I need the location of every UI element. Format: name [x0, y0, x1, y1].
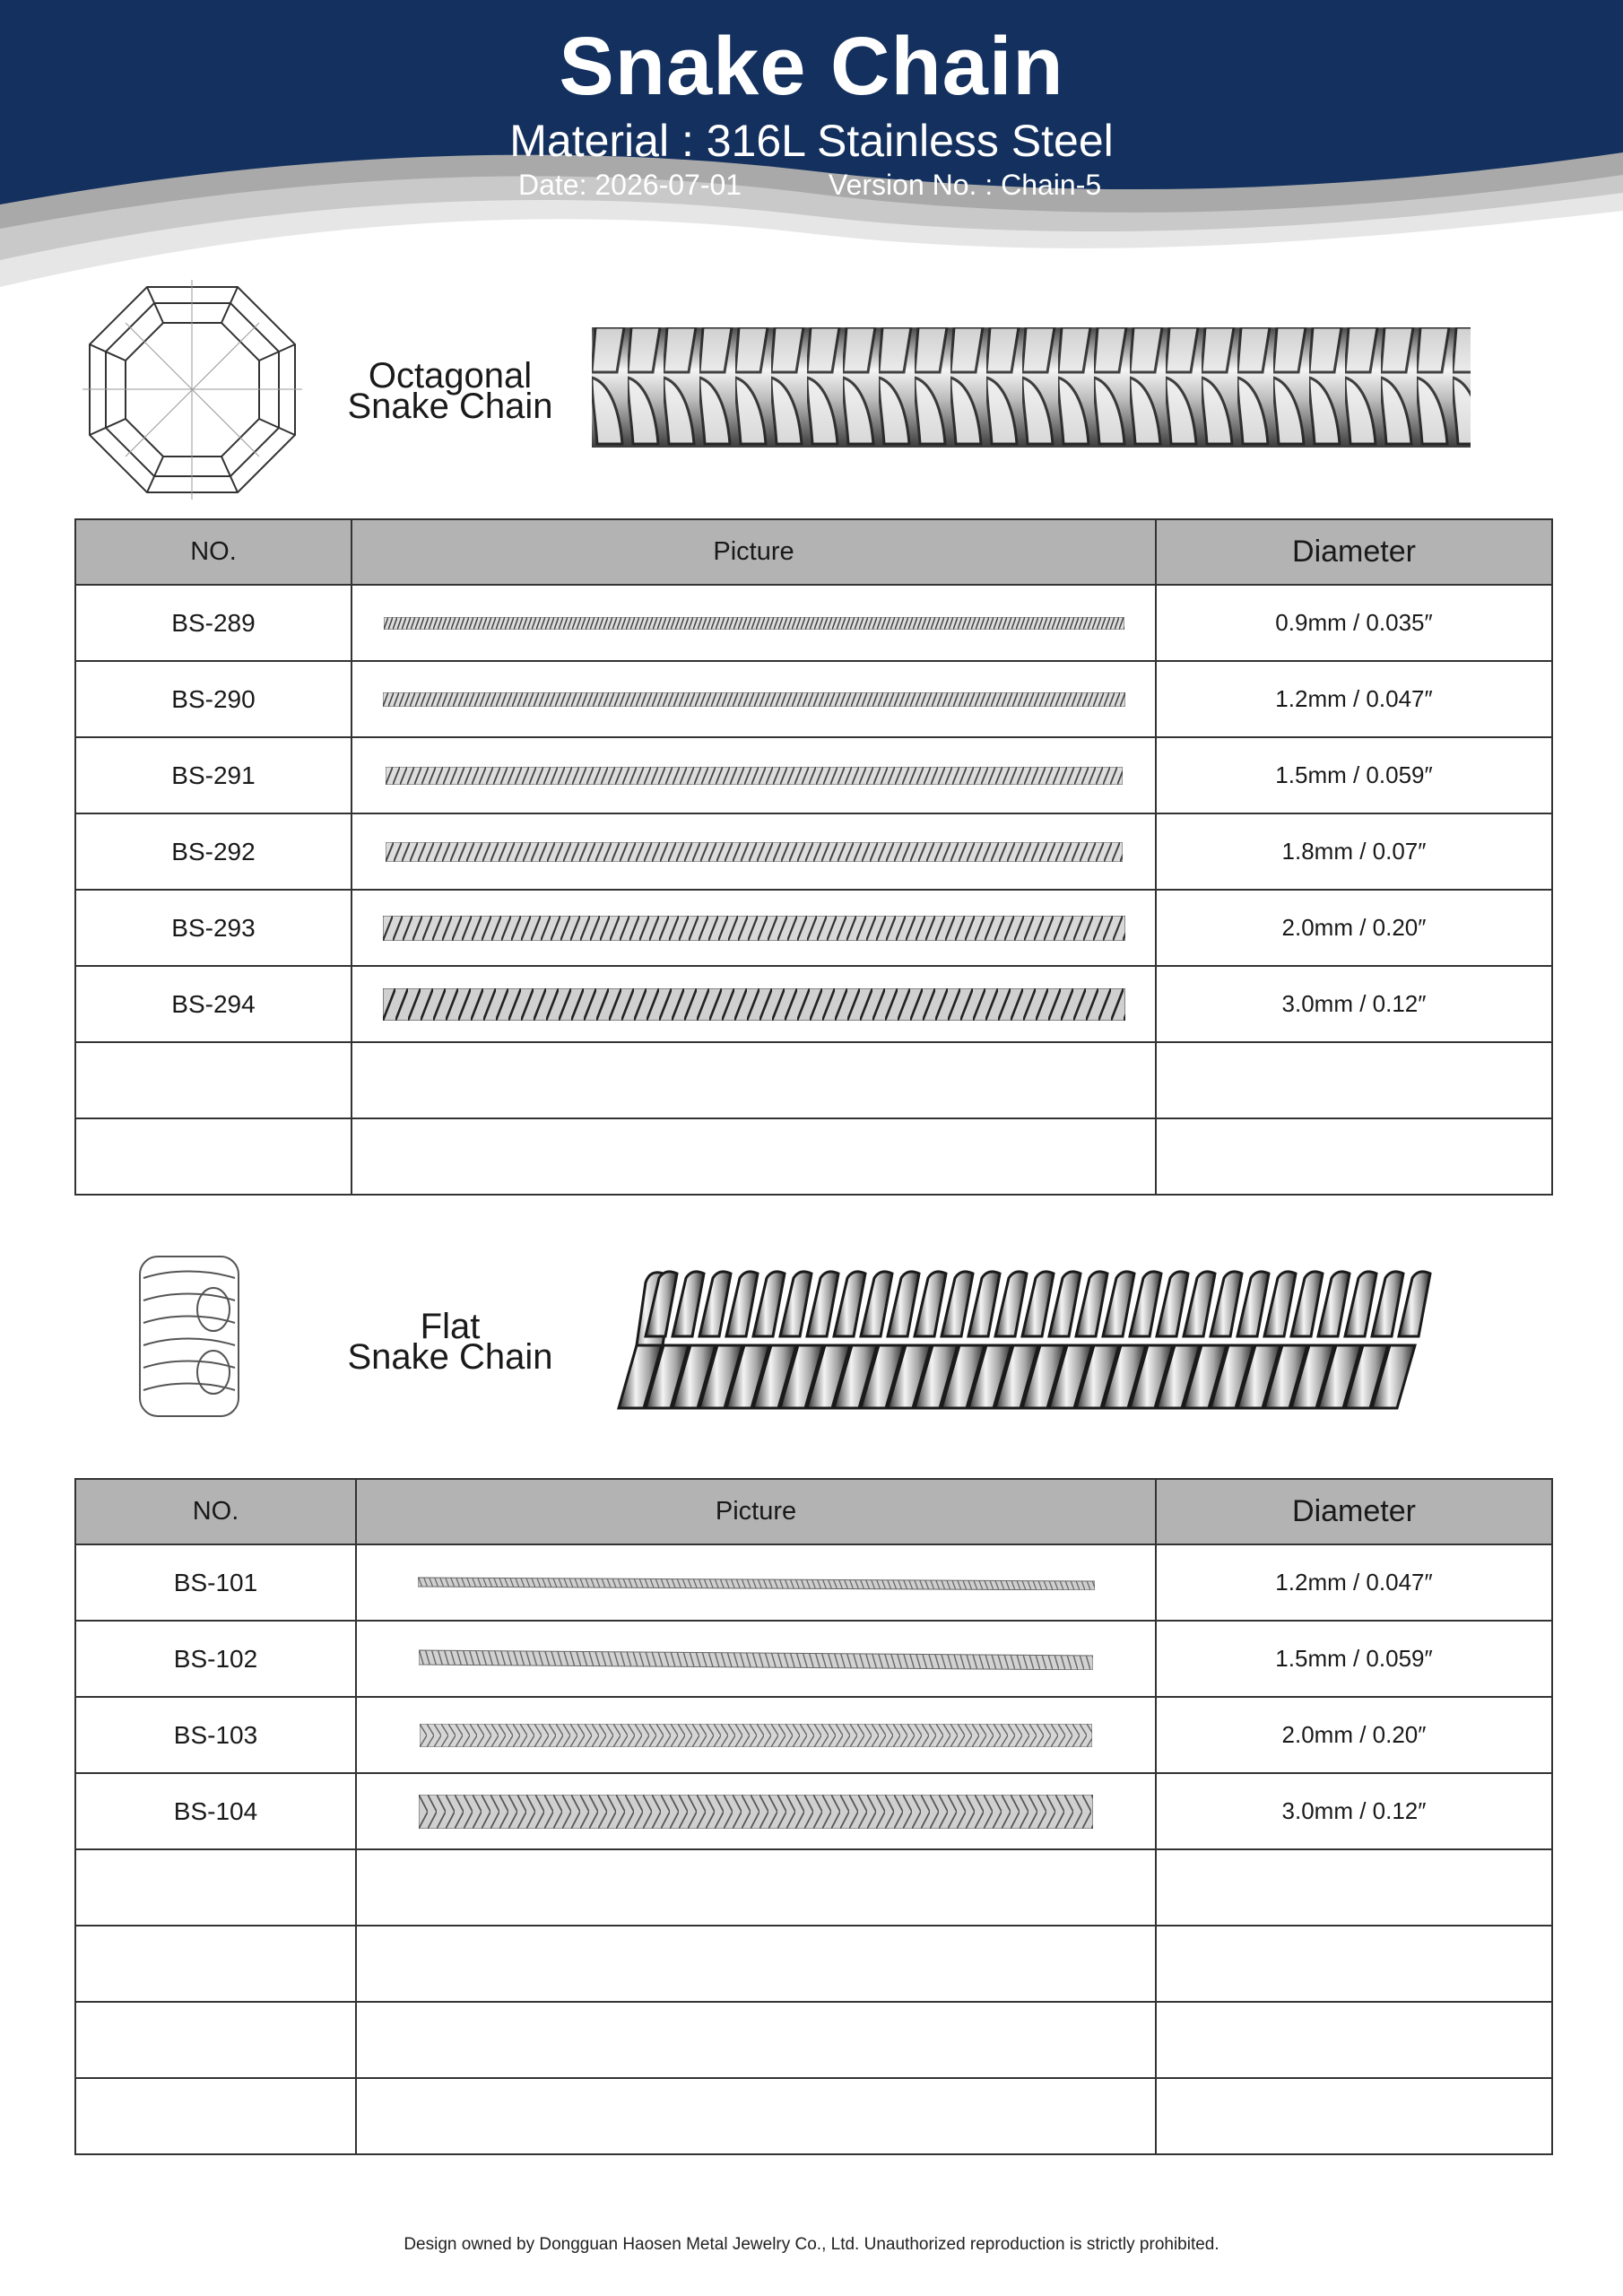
col-header-no: NO.: [75, 1479, 356, 1544]
row-no: [75, 1926, 356, 2002]
octagonal-chain-closeup-image: [592, 327, 1471, 452]
col-header-picture: Picture: [356, 1479, 1156, 1544]
table-row: [75, 1773, 1552, 1849]
octagonal-spec-table: [74, 518, 1553, 1196]
row-no: [75, 1849, 356, 1926]
table-row: [75, 585, 1552, 661]
row-no: BS-292: [75, 813, 352, 890]
table-row: [75, 1118, 1552, 1195]
col-header-picture: Picture: [352, 519, 1156, 585]
col-header-no: NO.: [75, 519, 352, 585]
octagonal-label-line2: Snake Chain: [347, 387, 553, 426]
row-no: BS-294: [75, 966, 352, 1042]
chain-picture: [352, 890, 1156, 966]
table-row: [75, 1849, 1552, 1926]
row-diameter: [1156, 2002, 1552, 2078]
row-diameter: 2.0mm / 0.20″: [1156, 890, 1552, 966]
row-no: BS-102: [75, 1621, 356, 1697]
page-title: Snake Chain: [559, 21, 1064, 112]
table-row: [75, 2078, 1552, 2154]
row-no: BS-101: [75, 1544, 356, 1621]
row-no: [75, 2078, 356, 2154]
chain-picture: [356, 1849, 1156, 1926]
flat-label-line1: Flat: [420, 1307, 481, 1346]
row-diameter: 0.9mm / 0.035″: [1156, 585, 1552, 661]
material-subtitle: Material : 316L Stainless Steel: [509, 116, 1114, 166]
flat-label: [334, 1307, 567, 1377]
row-diameter: 1.2mm / 0.047″: [1156, 661, 1552, 737]
chain-picture: [352, 966, 1156, 1042]
row-no: [75, 1042, 352, 1118]
row-no: BS-291: [75, 737, 352, 813]
table-header-row: [75, 1479, 1552, 1544]
chain-picture: [356, 2002, 1156, 2078]
chain-picture: [356, 1621, 1156, 1697]
row-no: BS-103: [75, 1697, 356, 1773]
flat-label-line2: Snake Chain: [347, 1337, 553, 1377]
row-diameter: 3.0mm / 0.12″: [1156, 966, 1552, 1042]
col-header-diameter: Diameter: [1156, 519, 1552, 585]
chain-picture: [352, 737, 1156, 813]
row-no: BS-293: [75, 890, 352, 966]
row-no: [75, 2002, 356, 2078]
row-diameter: 2.0mm / 0.20″: [1156, 1697, 1552, 1773]
chain-picture: [352, 585, 1156, 661]
copyright-footer: Design owned by Dongguan Haosen Metal Jewelry Co., Ltd. Unauthorized reproduction is strictly prohibited.: [404, 2235, 1219, 2254]
chain-picture: [352, 661, 1156, 737]
flat-chain-cross-section-icon: [135, 1251, 251, 1426]
flat-spec-table: [74, 1478, 1553, 2155]
table-row: [75, 1544, 1552, 1621]
row-diameter: [1156, 1926, 1552, 2002]
chain-picture: [356, 1544, 1156, 1621]
table-row: [75, 1621, 1552, 1697]
table-row: [75, 2002, 1552, 2078]
table-row: [75, 661, 1552, 737]
chain-picture: [352, 813, 1156, 890]
row-diameter: 1.5mm / 0.059″: [1156, 1621, 1552, 1697]
table-row: [75, 737, 1552, 813]
table-row: [75, 966, 1552, 1042]
row-diameter: [1156, 2078, 1552, 2154]
row-diameter: 1.5mm / 0.059″: [1156, 737, 1552, 813]
table-header-row: [75, 519, 1552, 585]
row-diameter: [1156, 1118, 1552, 1195]
chain-picture: [352, 1118, 1156, 1195]
row-diameter: [1156, 1849, 1552, 1926]
table-row: [75, 890, 1552, 966]
table-row: [75, 813, 1552, 890]
table-row: [75, 1042, 1552, 1118]
header-banner: [0, 0, 1623, 296]
row-diameter: [1156, 1042, 1552, 1118]
date-label: Date: 2026-07-01: [518, 169, 742, 201]
flat-chain-closeup-image: [610, 1265, 1444, 1417]
table-row: [75, 1697, 1552, 1773]
row-no: BS-104: [75, 1773, 356, 1849]
row-no: [75, 1118, 352, 1195]
table-row: [75, 1926, 1552, 2002]
row-diameter: 1.8mm / 0.07″: [1156, 813, 1552, 890]
version-label: Version No. : Chain-5: [829, 169, 1102, 201]
chain-picture: [356, 2078, 1156, 2154]
chain-picture: [356, 1697, 1156, 1773]
row-diameter: 1.2mm / 0.047″: [1156, 1544, 1552, 1621]
octagonal-label-line1: Octagonal: [368, 356, 533, 396]
octagonal-label: [334, 356, 567, 426]
col-header-diameter: Diameter: [1156, 1479, 1552, 1544]
row-diameter: 3.0mm / 0.12″: [1156, 1773, 1552, 1849]
row-no: BS-290: [75, 661, 352, 737]
chain-picture: [352, 1042, 1156, 1118]
row-no: BS-289: [75, 585, 352, 661]
octagon-cross-section-icon: [82, 280, 302, 504]
chain-picture: [356, 1926, 1156, 2002]
chain-picture: [356, 1773, 1156, 1849]
